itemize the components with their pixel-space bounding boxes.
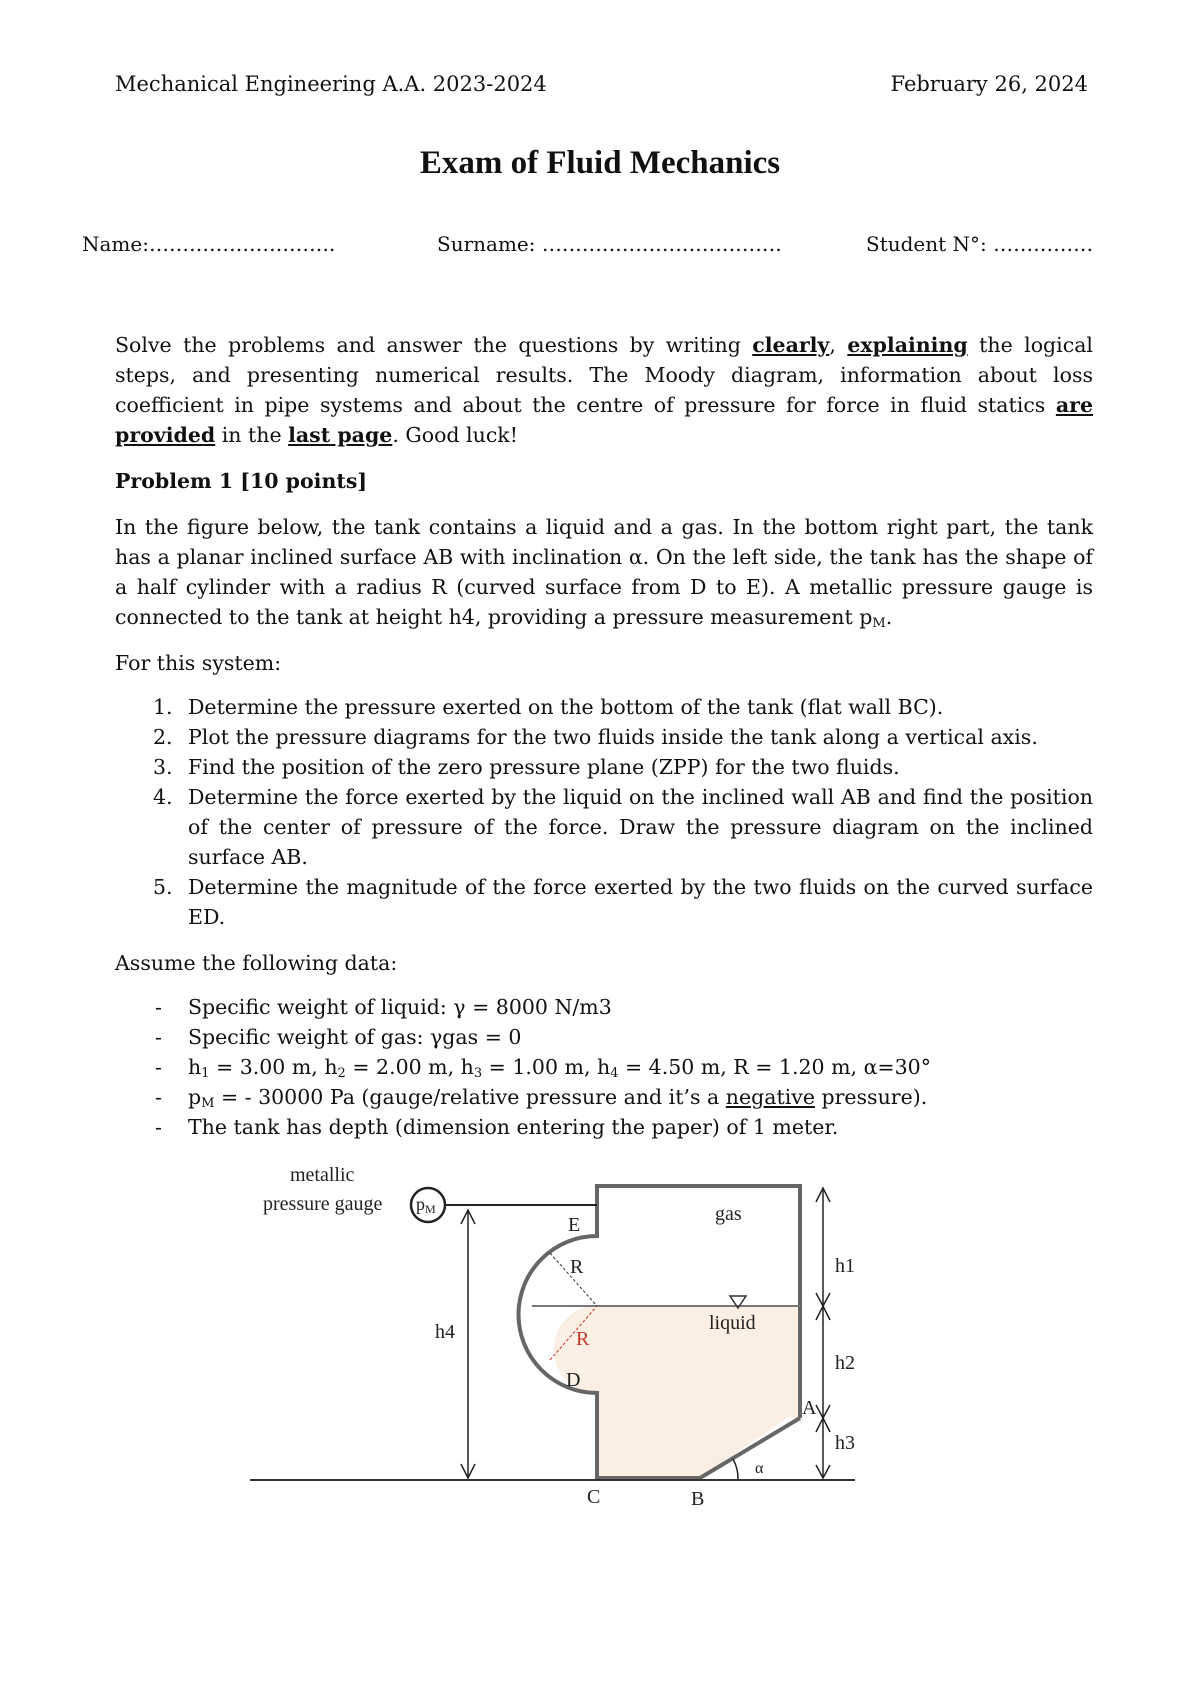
subscript: M xyxy=(872,616,886,631)
problem-description-text: . xyxy=(885,605,893,629)
subscript: 2 xyxy=(337,1066,346,1081)
for-system-label: For this system: xyxy=(115,651,282,675)
list-dash: - xyxy=(155,1115,162,1139)
data-item xyxy=(115,1082,1093,1112)
gauge-label-line2: pressure gauge xyxy=(263,1193,383,1215)
data-item xyxy=(115,1052,1093,1082)
list-dash: - xyxy=(155,1025,162,1049)
data-text: pressure). xyxy=(814,1085,928,1109)
label-liquid: liquid xyxy=(709,1312,756,1334)
question-text: Find the position of the zero pressure plane (ZPP) for the two fluids. xyxy=(188,755,900,779)
data-text: Specific weight of liquid: γ = 8000 N/m3 xyxy=(188,995,612,1019)
question-number: 4. xyxy=(153,785,173,809)
question-text: Determine the force exerted by the liquid on the inclined wall AB and find the position of the center of pressure of the force. Draw the pressure diagram on the inclined surface AB. xyxy=(188,785,1093,869)
data-list xyxy=(115,992,1093,1142)
gauge-symbol-sub: M xyxy=(425,1202,436,1216)
label-E: E xyxy=(568,1214,581,1236)
question-number: 5. xyxy=(153,875,173,899)
subscript: M xyxy=(201,1096,215,1111)
question-item xyxy=(115,692,1093,722)
data-text: = 3.00 m, h xyxy=(209,1055,338,1079)
question-item xyxy=(115,722,1093,752)
question-text: Determine the pressure exerted on the bottom of the tank (flat wall BC). xyxy=(188,695,944,719)
question-number: 2. xyxy=(153,725,173,749)
label-R-upper: R xyxy=(570,1256,584,1278)
question-number: 3. xyxy=(153,755,173,779)
data-text: = - 30000 Pa (gauge/relative pressure and it’s a xyxy=(214,1085,726,1109)
data-item xyxy=(115,992,1093,1022)
data-item xyxy=(115,1022,1093,1052)
problem-description-text: In the figure below, the tank contains a liquid and a gas. In the bottom right part, the tank has a planar inclined surface AB with inclination α. On the left side, the tank has the shape of a half cylinder with a radius R (curved surface from D to E). A metallic pressure gauge is connected to the tank at height h4, providing a pressure measurement p xyxy=(115,515,1093,629)
data-text: h xyxy=(188,1055,202,1079)
list-dash: - xyxy=(155,995,162,1019)
question-text: Determine the magnitude of the force exerted by the two fluids on the curved surface ED. xyxy=(188,875,1093,929)
label-h2: h2 xyxy=(835,1352,855,1374)
label-R-lower: R xyxy=(576,1328,590,1350)
course-header: Mechanical Engineering A.A. 2023-2024 xyxy=(115,72,547,96)
label-B: B xyxy=(691,1488,705,1510)
emphasis-explaining: explaining xyxy=(847,333,968,357)
data-text: = 1.00 m, h xyxy=(482,1055,611,1079)
problem-description xyxy=(115,512,1093,632)
alpha-arc xyxy=(733,1459,738,1480)
question-item xyxy=(115,752,1093,782)
subscript: 1 xyxy=(201,1066,210,1081)
label-gas: gas xyxy=(715,1203,742,1225)
exam-date: February 26, 2024 xyxy=(890,72,1088,96)
emphasis-are-provided: are provided xyxy=(115,393,1093,447)
gauge-symbol-p: p xyxy=(416,1194,425,1214)
data-item xyxy=(115,1112,1093,1142)
data-text: = 2.00 m, h xyxy=(345,1055,474,1079)
question-list xyxy=(115,692,1093,932)
surname-field: Surname: ……………………………… xyxy=(437,232,782,256)
intro-text: in the xyxy=(215,423,289,447)
label-alpha: α xyxy=(755,1460,764,1477)
emphasis-negative: negative xyxy=(725,1085,815,1109)
student-number-field: Student N°: …………… xyxy=(866,232,1094,256)
label-h3: h3 xyxy=(835,1432,855,1454)
list-dash: - xyxy=(155,1055,162,1079)
exam-body xyxy=(115,330,1093,1142)
intro-text: Solve the problems and answer the questions by writing xyxy=(115,333,753,357)
question-number: 1. xyxy=(153,695,173,719)
data-text: p xyxy=(188,1085,202,1109)
emphasis-clearly: clearly xyxy=(752,333,830,357)
data-text: = 4.50 m, R = 1.20 m, α=30° xyxy=(618,1055,931,1079)
question-item xyxy=(115,872,1093,932)
subscript: 4 xyxy=(610,1066,619,1081)
question-text: Plot the pressure diagrams for the two fluids inside the tank along a vertical axis. xyxy=(188,725,1038,749)
list-dash: - xyxy=(155,1085,162,1109)
tank-figure xyxy=(250,1148,950,1523)
label-h1: h1 xyxy=(835,1255,855,1277)
data-text: Specific weight of gas: γgas = 0 xyxy=(188,1025,522,1049)
name-field: Name:………………………. xyxy=(82,232,336,256)
intro-text: the logical steps, and presenting numerical results. The Moody diagram, information about loss coefficient in pipe systems and about the centre of pressure for force in fluid statics xyxy=(115,333,1093,417)
emphasis-last-page: last page xyxy=(288,423,393,447)
label-D: D xyxy=(566,1369,581,1391)
page-title: Exam of Fluid Mechanics xyxy=(419,145,781,181)
subscript: 3 xyxy=(473,1066,483,1081)
instructions-paragraph xyxy=(115,330,1093,450)
intro-text: , xyxy=(829,333,848,357)
label-A: A xyxy=(802,1397,817,1419)
intro-text: . Good luck! xyxy=(392,423,518,447)
gauge-label-line1: metallic xyxy=(290,1164,355,1186)
label-C: C xyxy=(587,1486,601,1508)
problem-title: Problem 1 [10 points] xyxy=(115,469,368,493)
question-item xyxy=(115,782,1093,872)
assume-label: Assume the following data: xyxy=(115,951,398,975)
tank-diagram xyxy=(250,1148,950,1523)
data-text: The tank has depth (dimension entering the paper) of 1 meter. xyxy=(188,1115,839,1139)
label-h4: h4 xyxy=(435,1321,455,1343)
